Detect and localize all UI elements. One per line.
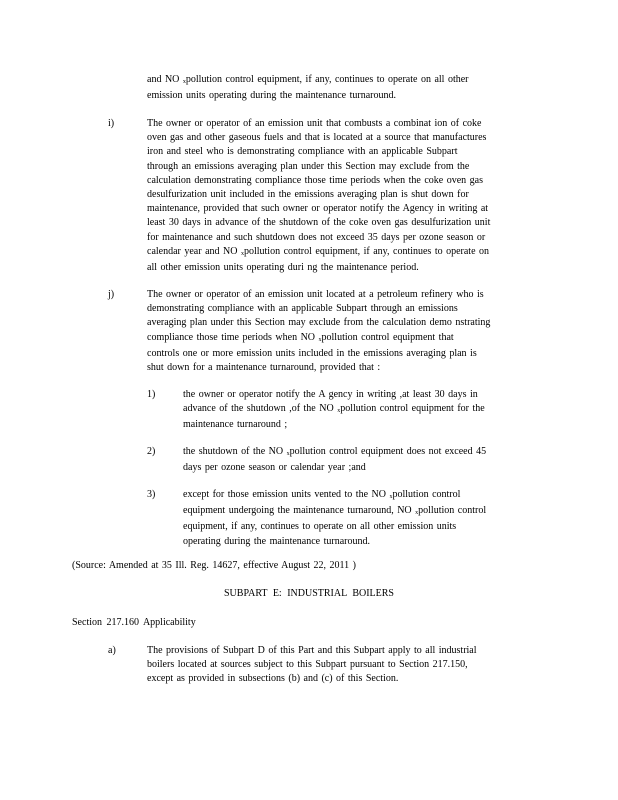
text-segment: equipment undergoing the maintenance turnaround, NO bbox=[183, 505, 416, 517]
text-segment: boilers located at sources subject to this Subpart pursuant to Section 217.150, bbox=[147, 659, 468, 671]
subitem-3-text bbox=[183, 488, 486, 549]
text-segment: pollution control equipment, if any, continues to operate on bbox=[243, 245, 490, 257]
text-line bbox=[183, 535, 486, 549]
subscript: x bbox=[415, 510, 419, 517]
item-j-label: j) bbox=[108, 289, 115, 300]
subitem-1-text bbox=[183, 388, 485, 433]
text-segment: controls one or more emission units included in the emissions averaging plan is bbox=[147, 347, 477, 359]
text-segment: pollution control equipment that bbox=[321, 331, 454, 343]
text-line bbox=[147, 288, 490, 302]
text-segment: the shutdown of the NO bbox=[183, 446, 287, 457]
text-line bbox=[147, 188, 490, 202]
text-segment: oven gas and other gaseous fuels and that is located at a source that manufactures bbox=[147, 132, 487, 144]
text-line bbox=[183, 520, 486, 534]
text-line bbox=[147, 73, 469, 89]
text-segment: pollution control bbox=[392, 489, 461, 500]
text-segment: pollution control bbox=[418, 505, 487, 517]
text-segment: least 30 days in advance of the shutdown of the coke oven gas desulfurization unit bbox=[147, 217, 491, 229]
subscript: x bbox=[389, 494, 393, 500]
text-segment: maintenance turnaround ; bbox=[183, 419, 288, 431]
text-line bbox=[147, 174, 490, 188]
text-line bbox=[147, 202, 490, 216]
text-segment: averaging plan under this Section may exclude from the calculation demo nstrating bbox=[147, 317, 491, 329]
text-line bbox=[183, 418, 485, 432]
text-line bbox=[147, 245, 490, 261]
text-line bbox=[147, 89, 469, 103]
item-i-label: i) bbox=[108, 118, 115, 129]
text-line bbox=[147, 216, 490, 230]
source-note: (Source: Amended at 35 Ill. Reg. 14627, effective August 22, 2011 ) bbox=[72, 560, 357, 571]
subitem-2-text bbox=[183, 445, 486, 475]
text-line bbox=[147, 316, 490, 330]
text-line bbox=[147, 131, 490, 145]
text-segment: compliance those time periods when NO bbox=[147, 331, 319, 343]
text-segment: emission units operating during the maintenance turnaround. bbox=[147, 90, 396, 102]
item-i-text bbox=[147, 117, 490, 275]
subscript: x bbox=[337, 408, 341, 415]
text-segment: The owner or operator of an emission unit located at a petroleum refinery who is bbox=[147, 289, 484, 300]
text-segment: through an emissions averaging plan under this Section may exclude from the bbox=[147, 160, 470, 172]
text-segment: the owner or operator notify the A gency in writing ,at least 30 days in bbox=[183, 389, 478, 400]
text-line bbox=[183, 402, 485, 418]
text-segment: operating during the maintenance turnaround. bbox=[183, 535, 370, 547]
text-segment: except for those emission units vented to the NO bbox=[183, 489, 390, 500]
subitem-2-label: 2) bbox=[147, 446, 156, 457]
text-line bbox=[147, 658, 477, 672]
section-heading: Section 217.160 Applicability bbox=[72, 617, 196, 628]
subscript: x bbox=[182, 79, 186, 85]
text-line bbox=[147, 644, 477, 658]
text-line bbox=[147, 672, 477, 686]
subitem-3-label: 3) bbox=[147, 489, 156, 500]
subscript: x bbox=[286, 451, 290, 457]
item-a-text bbox=[147, 644, 477, 687]
intro-continuation bbox=[147, 73, 469, 103]
text-line bbox=[183, 488, 486, 504]
subscript: x bbox=[318, 336, 322, 343]
text-line bbox=[147, 331, 490, 347]
subpart-heading: SUBPART E: INDUSTRIAL BOILERS bbox=[224, 588, 394, 599]
text-segment: pollution control equipment does not exceed 45 bbox=[289, 446, 487, 457]
text-line bbox=[183, 504, 486, 520]
text-segment: days per ozone season or calendar year ;and bbox=[183, 462, 366, 474]
text-segment: all other emission units operating duri ng the maintenance period. bbox=[147, 262, 419, 274]
text-segment: pollution control equipment, if any, continues to operate on all other bbox=[185, 74, 469, 85]
subitem-1-label: 1) bbox=[147, 389, 156, 400]
text-segment: calculation demonstrating compliance those time periods when the coke oven gas bbox=[147, 174, 484, 186]
text-line bbox=[147, 117, 490, 131]
text-segment: advance of the shutdown ,of the NO bbox=[183, 403, 338, 415]
text-line bbox=[183, 445, 486, 461]
text-segment: calendar year and NO bbox=[147, 245, 241, 257]
text-segment: demonstrating compliance with an applicable Subpart through an emissions bbox=[147, 303, 458, 315]
text-line bbox=[147, 145, 490, 159]
text-line bbox=[183, 388, 485, 402]
item-a-label: a) bbox=[108, 645, 116, 656]
text-segment: The owner or operator of an emission unit that combusts a combinat ion of coke bbox=[147, 118, 482, 129]
text-segment: and NO bbox=[147, 74, 183, 85]
item-j-text bbox=[147, 288, 490, 375]
text-line bbox=[147, 160, 490, 174]
text-segment: except as provided in subsections (b) and (c) of this Section. bbox=[147, 673, 399, 685]
text-line bbox=[147, 302, 490, 316]
subscript: x bbox=[240, 250, 244, 257]
text-segment: iron and steel who is demonstrating compliance with an applicable Subpart bbox=[147, 146, 458, 158]
text-segment: pollution control equipment for the bbox=[340, 403, 485, 415]
text-segment: desulfurization unit included in the emissions averaging plan is shut down for bbox=[147, 189, 469, 201]
text-line bbox=[147, 261, 490, 275]
text-segment: shut down for a maintenance turnaround, provided that : bbox=[147, 362, 381, 374]
text-line bbox=[183, 461, 486, 475]
text-line bbox=[147, 231, 490, 245]
text-segment: maintenance, provided that such owner or operator notify the Agency in writing at bbox=[147, 203, 489, 215]
text-segment: for maintenance and such shutdown does not exceed 35 days per ozone season or bbox=[147, 231, 486, 243]
text-line bbox=[147, 347, 490, 361]
text-segment: equipment, if any, continues to operate on all other emission units bbox=[183, 521, 457, 533]
text-segment: The provisions of Subpart D of this Part and this Subpart apply to all industrial bbox=[147, 645, 477, 656]
text-line bbox=[147, 361, 490, 375]
